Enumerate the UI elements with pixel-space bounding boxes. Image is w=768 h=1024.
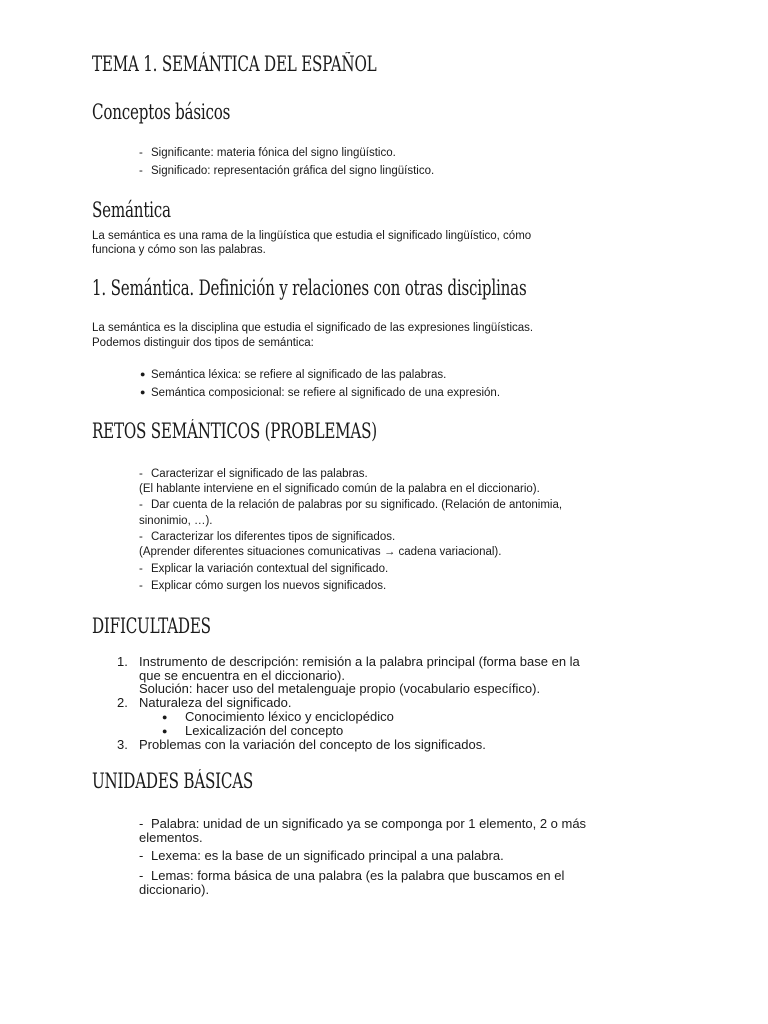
list-item: - Lemas: forma básica de una palabra (es la palabra que buscamos en el — [139, 868, 565, 883]
list-item-continuation: Solución: hacer uso del metalenguaje propio (vocabulario específico). — [139, 681, 541, 696]
heading-section1: 1. Semántica. Definición y relaciones con otras disciplinas — [92, 276, 527, 300]
sub-list-item: ● Lexicalización del concepto — [162, 723, 344, 738]
heading-semantica: Semántica — [92, 198, 171, 222]
list-item: - Dar cuenta de la relación de palabras por su significado. (Relación de antonimia, — [139, 499, 563, 511]
list-item: - Significado: representación gráfica del signo lingüístico. — [139, 165, 435, 177]
list-item: ● Semántica composicional: se refiere al significado de una expresión. — [140, 387, 501, 399]
dash-marker: - — [139, 816, 144, 831]
list-item: - Significante: materia fónica del signo lingüístico. — [139, 147, 396, 159]
paragraph-line: La semántica es una rama de la lingüística que estudia el significado lingüístico, cómo — [92, 230, 532, 242]
sub-list-item: ● Conocimiento léxico y enciclopédico — [162, 709, 394, 724]
page-title: TEMA 1. SEMÁNTICA DEL ESPAÑOL — [92, 52, 377, 76]
list-item: - Lexema: es la base de un significado principal a una palabra. — [139, 848, 504, 863]
dash-marker: - — [139, 531, 143, 543]
list-item: - Palabra: unidad de un significado ya se componga por 1 elemento, 2 o más — [139, 816, 587, 831]
heading-conceptos: Conceptos básicos — [92, 100, 231, 124]
list-item-continuation: que se encuentra en el diccionario). — [139, 668, 345, 683]
list-item: 3. Problemas con la variación del concepto de los significados. — [117, 737, 486, 752]
list-item-continuation: elementos. — [139, 830, 203, 845]
dash-marker: - — [139, 563, 143, 575]
list-item: 1. Instrumento de descripción: remisión a la palabra principal (forma base en la — [117, 654, 580, 669]
paragraph-line: Podemos distinguir dos tipos de semántica: — [92, 337, 314, 349]
bullet-icon: ● — [140, 387, 146, 397]
dash-marker: - — [139, 499, 143, 511]
list-item: ● Semántica léxica: se refiere al significado de las palabras. — [140, 369, 447, 381]
dash-marker: - — [139, 580, 143, 592]
heading-retos: RETOS SEMÁNTICOS (PROBLEMAS) — [92, 419, 377, 443]
bullet-icon: ● — [140, 369, 146, 379]
dash-marker: - — [139, 165, 143, 177]
dash-marker: - — [139, 868, 144, 883]
list-item-continuation: diccionario). — [139, 882, 210, 897]
list-item-continuation: sinonimio, …). — [139, 515, 213, 527]
dash-marker: - — [139, 848, 144, 863]
heading-dificultades: DIFICULTADES — [92, 614, 211, 638]
bullet-icon: ● — [162, 712, 168, 722]
list-item: - Explicar la variación contextual del significado. — [139, 563, 389, 575]
heading-unidades: UNIDADES BÁSICAS — [92, 769, 254, 793]
list-item-note: (Aprender diferentes situaciones comunicativas → cadena variacional). — [139, 546, 502, 558]
list-item: - Caracterizar los diferentes tipos de significados. — [139, 531, 396, 543]
dash-marker: - — [139, 468, 143, 480]
list-item: - Explicar cómo surgen los nuevos significados. — [139, 580, 387, 592]
list-item: 2. Naturaleza del significado. — [117, 695, 292, 710]
bullet-icon: ● — [162, 726, 168, 736]
list-item: - Caracterizar el significado de las palabras. — [139, 468, 368, 480]
paragraph-line: La semántica es la disciplina que estudia el significado de las expresiones lingüísticas. — [92, 322, 534, 334]
list-item-note: (El hablante interviene en el significado común de la palabra en el diccionario). — [139, 483, 540, 495]
paragraph-line: funciona y cómo son las palabras. — [92, 244, 266, 256]
dash-marker: - — [139, 147, 143, 159]
